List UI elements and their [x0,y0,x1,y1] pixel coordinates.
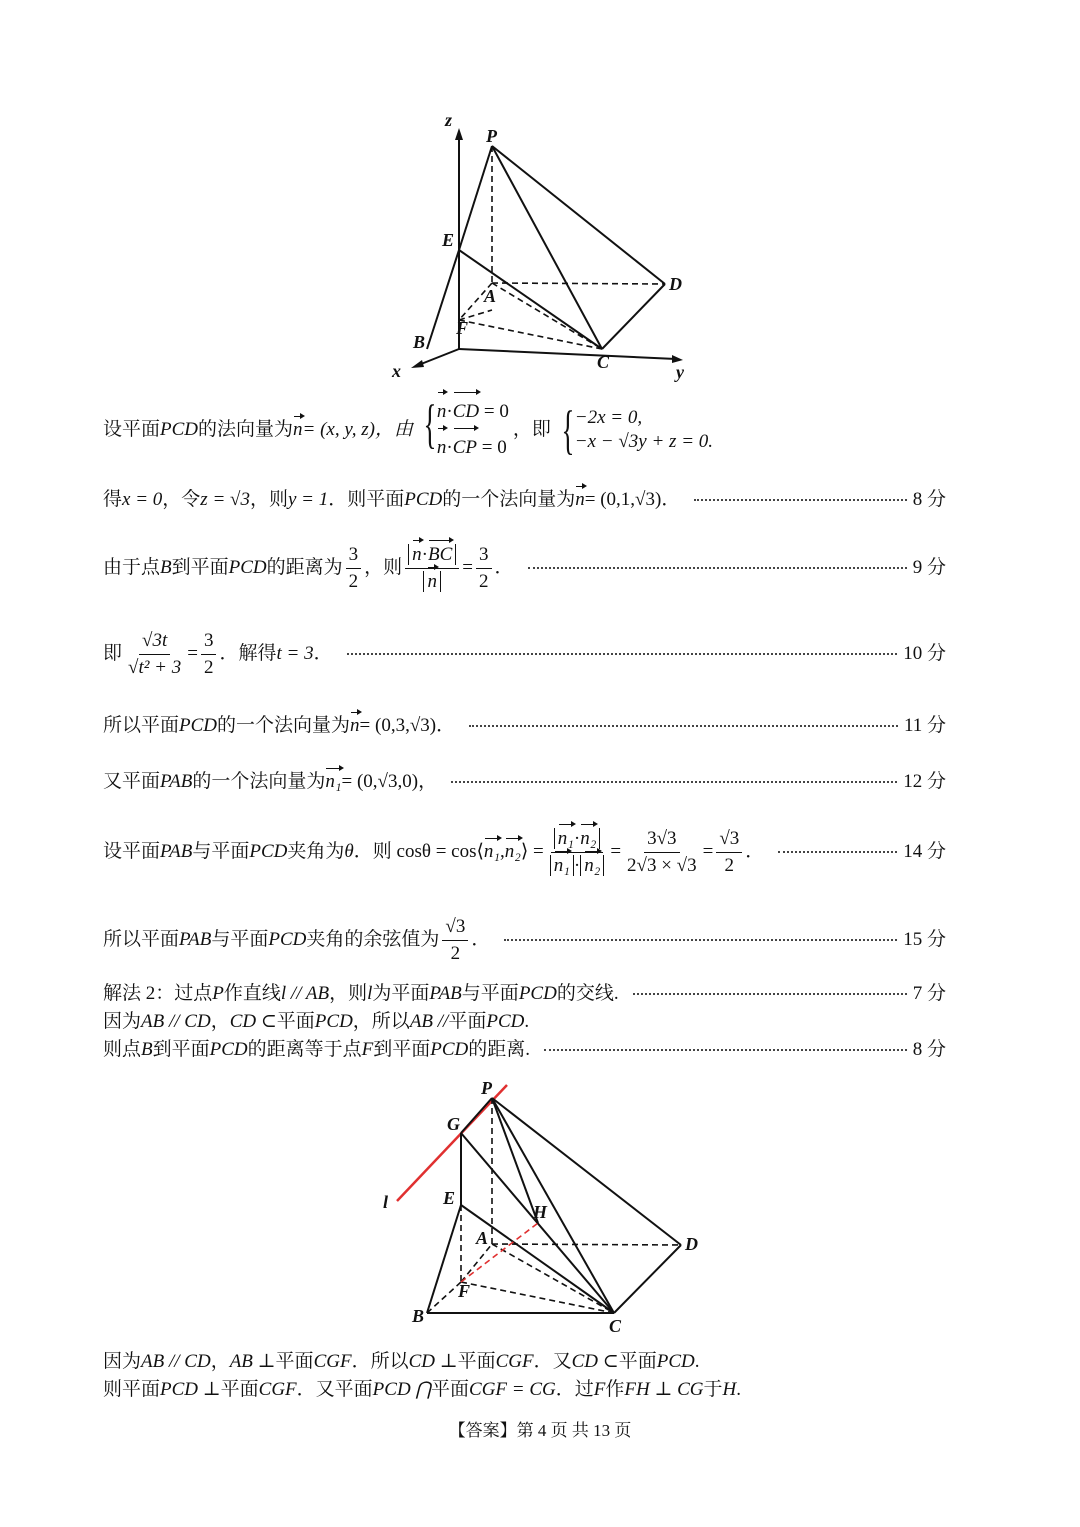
text: ，则 [364,557,403,578]
system-row: n·CP = 0 [437,430,509,466]
text: ， [210,1011,230,1032]
math: PAB [429,983,462,1004]
math: = (0,3,√3)． [359,715,456,736]
math: θ [344,841,354,862]
math: AB ⊥ [229,1351,276,1372]
text: ．所以 [351,1351,409,1372]
text: ，所以 [352,1011,410,1032]
vector-n: n [575,489,585,510]
label-f: F [458,1281,471,1301]
math: CD ⊂ [229,1011,277,1032]
text: ． [471,929,491,950]
label-h: H [533,1202,548,1222]
math: PCD [228,557,267,578]
label-a: A [484,286,497,306]
fraction: $\frac{3}{2}$ [346,542,362,595]
math: , [500,841,505,862]
fraction: $\frac{√3t}{\text{√t² + 3}}$ [128,629,182,678]
text: 因为 [103,1351,142,1372]
fraction: $\frac{√3}{2}$ [716,826,742,879]
math: AB // CD [141,1351,211,1372]
leader-dots [451,781,897,783]
text: 作直线 [223,983,281,1004]
line-normal-vector-final [103,714,946,738]
label-f: F [456,318,469,338]
math: = [462,557,473,578]
math: ⟩ = [520,841,544,862]
text: 到平面 [171,557,229,578]
math: PCD [179,715,218,736]
vector-n: n [350,715,360,736]
text: ，即 [512,419,551,440]
text: 由于点 [103,557,161,578]
label-l: l [383,1192,389,1212]
text: ．则平面 [328,489,405,510]
vector-n1: n₁ [325,771,342,792]
system-row: −2x = 0, [574,407,643,428]
math: PCD [160,419,199,440]
math: l [367,983,373,1004]
text: . [736,1379,741,1400]
text: 平面 [448,1011,487,1032]
math: = (0,1,√3)． [584,489,681,510]
math: PCD [249,841,288,862]
leader-dots [347,653,898,655]
math: CD ⊥ [408,1351,458,1372]
fraction: $\frac{√3}{2}$ [442,914,468,967]
math: CGF [313,1351,352,1372]
leader-dots [469,725,898,727]
math: CD ⊂ [571,1351,619,1372]
fraction: $\frac{3√3}{2√3 \times √3}$ [627,827,697,876]
math: l // AB [280,983,330,1004]
system-row: n·CD = 0 [437,394,509,430]
figure-pyramid-method2 [378,1074,708,1336]
label-b: B [412,1306,425,1326]
text: 夹角的余弦值为 [306,929,440,950]
text: 所以平面 [103,929,180,950]
line-normal-vector-pab [103,770,946,794]
leader-dots [694,499,906,501]
math: FH ⊥ CG [624,1379,704,1400]
text: 设平面 [103,841,161,862]
fraction: $\frac{\text{n₁·n₂}}{\text{n₁ · n₂}}$ [547,826,608,879]
label-z: z [445,110,453,130]
text: 所以平面 [103,715,180,736]
text: 的距离为 [266,557,343,578]
math: PCD [486,1011,525,1032]
text: 的法向量为 [198,419,294,440]
math: B [141,1039,153,1060]
vector-n2: n₂ [504,841,521,862]
math: PCD [430,1039,469,1060]
math: H [722,1379,737,1400]
math: = [610,841,622,862]
score: 7 分 [912,983,946,1004]
math: PAB [179,929,212,950]
label-e: E [443,1188,456,1208]
text: 与平面 [211,929,269,950]
text: 到平面 [152,1039,210,1060]
label-g: G [447,1114,460,1134]
line-parallel-reason [103,1010,946,1034]
line-normal-vector-result [103,488,946,512]
line-angle-cosine [103,814,946,890]
text: 的距离等于点 [247,1039,362,1060]
math: CGF = CG [469,1379,556,1400]
label-p: P [481,1078,492,1098]
label-p: P [486,126,497,146]
line-normal-vector-setup [103,394,946,460]
label-c: C [609,1316,622,1336]
fraction: $\frac{3}{2}$ [201,628,217,681]
math: CGF [258,1379,297,1400]
text: 得 [103,489,123,510]
score: 8 分 [912,1039,946,1060]
leader-dots [778,851,897,853]
math: = (x, y, z)，由 [302,419,413,440]
line-solve-t [103,622,946,686]
brace: { [561,400,575,460]
leader-dots [528,567,907,569]
text: 即 [103,643,123,664]
text: ． [745,841,765,862]
text: 则平面 [103,1379,161,1400]
label-x: x [392,361,401,381]
score: 11 分 [903,715,946,736]
math: F [361,1039,374,1060]
line-l [397,1085,507,1201]
score: 15 分 [903,929,946,950]
text: 因为 [103,1011,142,1032]
brace: { [423,394,437,454]
text: ，则 [249,489,288,510]
text: 平面 [457,1351,496,1372]
vector-n1: n₁ [483,841,501,862]
math: PCD [209,1039,248,1060]
math: = (0,√3,0)， [341,771,438,792]
text: 平面 [431,1379,470,1400]
text: 作 [605,1379,625,1400]
math: PCD [404,489,443,510]
text: 解法 2：过点 [103,983,213,1004]
math: AB // [409,1011,449,1032]
text: 则点 [103,1039,142,1060]
line-distance-equal [103,1038,946,1062]
text: 平面 [275,1351,314,1372]
text: 于 [703,1379,723,1400]
fraction: $\frac{n\cdot BC}{n}$ [405,542,459,595]
text: ．又 [533,1351,572,1372]
text: 的一个法向量为 [442,489,576,510]
text: ． [313,643,333,664]
text: ．解得 [219,643,277,664]
text: 夹角为 [287,841,345,862]
fraction: $\frac{3}{2}$ [476,542,492,595]
line-perpendicular-reason [103,1350,946,1374]
text: 又平面 [103,771,161,792]
text: 的一个法向量为 [217,715,351,736]
score: 10 分 [903,643,946,664]
text: ， [210,1351,230,1372]
equation-system-2 [555,400,713,460]
label-c: C [597,352,610,372]
math: PAB [160,771,193,792]
score: 8 分 [912,489,946,510]
score: 14 分 [903,841,946,862]
math: PCD [518,983,557,1004]
text: 平面 [276,1011,315,1032]
math: = [702,841,714,862]
math: x = 0 [122,489,163,510]
page-footer: 【答案】第 4 页 共 13 页 [448,1421,632,1440]
label-a: A [476,1228,489,1248]
text: 平面 [220,1379,259,1400]
label-y: y [676,362,684,382]
vector-n: n [293,419,303,440]
label-b: B [413,332,426,352]
math: PCD [314,1011,353,1032]
score: 12 分 [903,771,946,792]
text: . [694,1351,700,1372]
math: B [160,557,172,578]
math: t = 3 [276,643,314,664]
math: PCD ⊥ [160,1379,221,1400]
line-method2-start [103,982,946,1006]
math: PCD ⋂ [372,1379,432,1400]
math: PCD [268,929,307,950]
equation-system-1 [417,394,509,466]
text: 为平面 [372,983,430,1004]
text: 与平面 [192,841,250,862]
math: ．则 cosθ = cos⟨ [353,841,484,862]
math: PAB [160,841,193,862]
text: ，则 [329,983,368,1004]
text: 的一个法向量为 [192,771,326,792]
label-d: D [685,1234,698,1254]
score: 9 分 [912,557,946,578]
system-row: −x − √3y + z = 0. [574,431,714,452]
label-d: D [669,274,682,294]
line-cosine-value [103,908,946,972]
math: P [212,983,224,1004]
math: AB // CD [141,1011,211,1032]
text: ．过 [555,1379,594,1400]
text: 到平面 [373,1039,431,1060]
leader-dots [504,939,897,941]
figure-pyramid-axes [380,108,710,383]
leader-dots [544,1049,907,1051]
leader-dots [633,993,907,995]
text: ，令 [162,489,201,510]
math: CGF [495,1351,534,1372]
math: PCD [656,1351,695,1372]
text: 的距离. [468,1039,531,1060]
text: 的交线. [556,983,619,1004]
math: = [187,643,198,664]
math: F [593,1379,606,1400]
math: y = 1 [287,489,329,510]
text: ． [494,557,514,578]
text: ．又平面 [296,1379,373,1400]
label-e: E [442,230,455,250]
line-intersection [103,1378,946,1402]
math: z = √3 [200,489,250,510]
line-distance-b [103,536,946,600]
text: 平面 [618,1351,657,1372]
text: 设平面 [103,419,161,440]
text: 与平面 [461,983,519,1004]
text: . [524,1011,530,1032]
